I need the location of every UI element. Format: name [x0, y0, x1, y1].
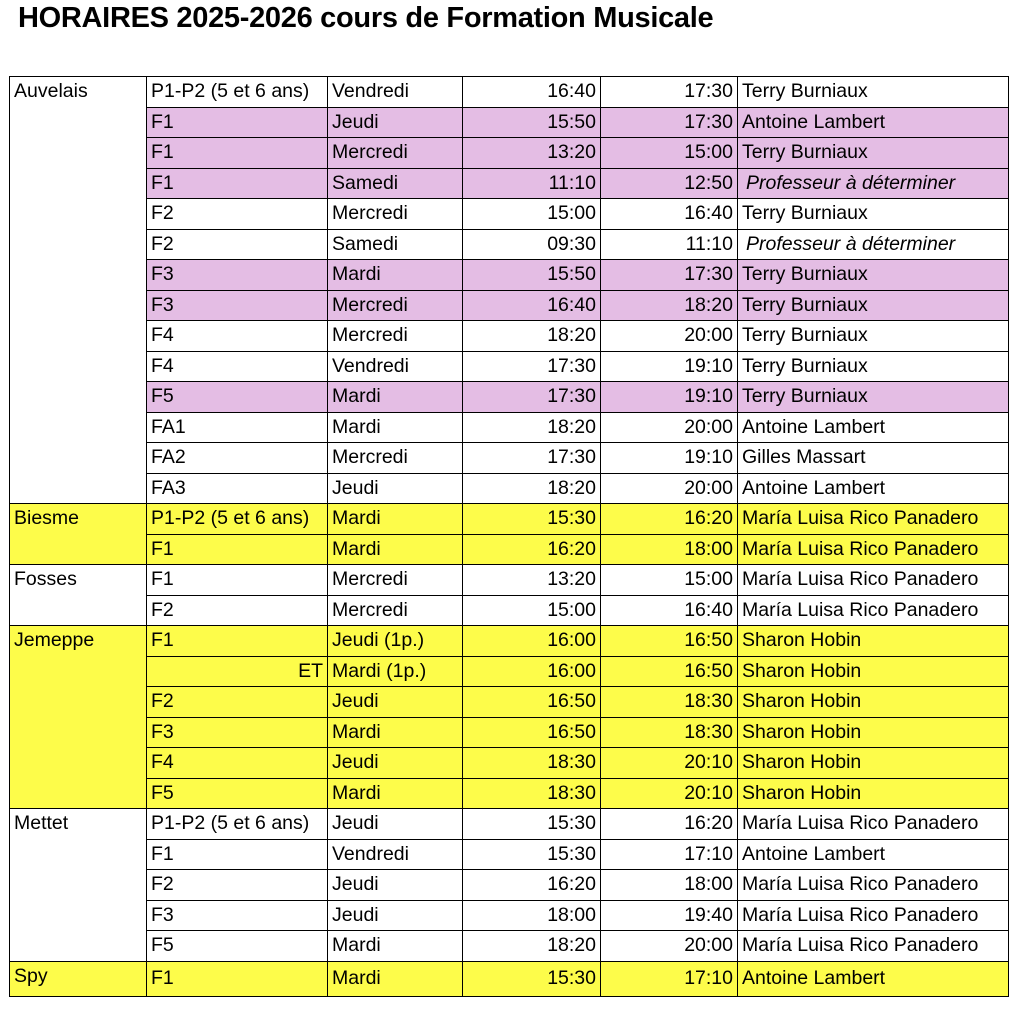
start-time-cell: 16:20	[463, 534, 601, 565]
day-cell: Mercredi	[328, 443, 463, 474]
end-time-cell: 17:10	[601, 961, 738, 997]
start-time-cell: 18:00	[463, 900, 601, 931]
teacher-cell: Antoine Lambert	[738, 961, 1009, 997]
teacher-cell: Terry Burniaux	[738, 290, 1009, 321]
schedule-row	[10, 321, 1009, 352]
day-cell: Vendredi	[328, 77, 463, 108]
location-cell: Jemeppe	[10, 626, 147, 809]
teacher-cell: Terry Burniaux	[738, 77, 1009, 108]
location-cell: Spy	[10, 961, 147, 997]
start-time-cell: 18:20	[463, 473, 601, 504]
teacher-cell: Terry Burniaux	[738, 321, 1009, 352]
teacher-cell: Terry Burniaux	[738, 199, 1009, 230]
start-time-cell: 17:30	[463, 382, 601, 413]
day-cell: Samedi	[328, 168, 463, 199]
schedule-row	[10, 870, 1009, 901]
end-time-cell: 17:10	[601, 839, 738, 870]
start-time-cell: 15:30	[463, 839, 601, 870]
schedule-row	[10, 748, 1009, 779]
end-time-cell: 16:40	[601, 199, 738, 230]
schedule-row	[10, 168, 1009, 199]
schedule-row	[10, 504, 1009, 535]
teacher-cell: Sharon Hobin	[738, 778, 1009, 809]
start-time-cell: 18:20	[463, 412, 601, 443]
day-cell: Mercredi	[328, 595, 463, 626]
level-cell: F5	[147, 382, 328, 413]
level-cell: F2	[147, 229, 328, 260]
teacher-cell: Antoine Lambert	[738, 412, 1009, 443]
start-time-cell: 15:00	[463, 199, 601, 230]
teacher-cell: Sharon Hobin	[738, 656, 1009, 687]
teacher-cell: María Luisa Rico Panadero	[738, 809, 1009, 840]
end-time-cell: 16:50	[601, 656, 738, 687]
teacher-cell: María Luisa Rico Panadero	[738, 931, 1009, 962]
end-time-cell: 19:10	[601, 382, 738, 413]
level-cell: F1	[147, 839, 328, 870]
schedule-row	[10, 900, 1009, 931]
level-cell: F2	[147, 870, 328, 901]
day-cell: Jeudi	[328, 107, 463, 138]
schedule-row	[10, 626, 1009, 657]
end-time-cell: 18:00	[601, 534, 738, 565]
teacher-cell: Antoine Lambert	[738, 473, 1009, 504]
start-time-cell: 15:30	[463, 809, 601, 840]
end-time-cell: 15:00	[601, 565, 738, 596]
end-time-cell: 19:40	[601, 900, 738, 931]
day-cell: Mercredi	[328, 199, 463, 230]
end-time-cell: 16:20	[601, 504, 738, 535]
teacher-cell: Terry Burniaux	[738, 260, 1009, 291]
end-time-cell: 15:00	[601, 138, 738, 169]
start-time-cell: 18:20	[463, 931, 601, 962]
page-title: HORAIRES 2025-2026 cours de Formation Musicale	[18, 2, 714, 34]
day-cell: Mardi (1p.)	[328, 656, 463, 687]
day-cell: Vendredi	[328, 351, 463, 382]
level-cell: F4	[147, 351, 328, 382]
end-time-cell: 17:30	[601, 107, 738, 138]
level-cell: F3	[147, 290, 328, 321]
end-time-cell: 18:30	[601, 717, 738, 748]
level-cell: F5	[147, 931, 328, 962]
start-time-cell: 16:50	[463, 687, 601, 718]
level-cell: F1	[147, 107, 328, 138]
level-cell: F4	[147, 321, 328, 352]
schedule-row	[10, 351, 1009, 382]
start-time-cell: 16:40	[463, 77, 601, 108]
day-cell: Mardi	[328, 504, 463, 535]
start-time-cell: 17:30	[463, 351, 601, 382]
teacher-cell: Sharon Hobin	[738, 626, 1009, 657]
teacher-cell: Antoine Lambert	[738, 107, 1009, 138]
end-time-cell: 12:50	[601, 168, 738, 199]
level-cell: FA2	[147, 443, 328, 474]
start-time-cell: 15:30	[463, 961, 601, 997]
location-cell: Auvelais	[10, 77, 147, 504]
teacher-cell: Professeur à déterminer	[738, 168, 1009, 199]
level-cell: F1	[147, 565, 328, 596]
end-time-cell: 18:00	[601, 870, 738, 901]
schedule-row	[10, 931, 1009, 962]
end-time-cell: 11:10	[601, 229, 738, 260]
schedule-row	[10, 961, 1009, 997]
teacher-cell: Sharon Hobin	[738, 748, 1009, 779]
teacher-cell: Terry Burniaux	[738, 138, 1009, 169]
schedule-body	[10, 77, 1009, 997]
schedule-row	[10, 260, 1009, 291]
day-cell: Mardi	[328, 412, 463, 443]
level-cell: F1	[147, 168, 328, 199]
teacher-cell: María Luisa Rico Panadero	[738, 900, 1009, 931]
level-cell: ET	[147, 656, 328, 687]
start-time-cell: 09:30	[463, 229, 601, 260]
level-cell: F2	[147, 595, 328, 626]
start-time-cell: 15:50	[463, 260, 601, 291]
day-cell: Mardi	[328, 931, 463, 962]
start-time-cell: 16:50	[463, 717, 601, 748]
day-cell: Mardi	[328, 260, 463, 291]
start-time-cell: 15:30	[463, 504, 601, 535]
day-cell: Jeudi	[328, 748, 463, 779]
start-time-cell: 15:00	[463, 595, 601, 626]
start-time-cell: 16:20	[463, 870, 601, 901]
day-cell: Jeudi	[328, 870, 463, 901]
schedule-row	[10, 595, 1009, 626]
teacher-cell: Terry Burniaux	[738, 351, 1009, 382]
end-time-cell: 17:30	[601, 77, 738, 108]
end-time-cell: 19:10	[601, 351, 738, 382]
schedule-row	[10, 534, 1009, 565]
teacher-cell: Gilles Massart	[738, 443, 1009, 474]
day-cell: Mardi	[328, 717, 463, 748]
teacher-cell: Antoine Lambert	[738, 839, 1009, 870]
day-cell: Mercredi	[328, 321, 463, 352]
end-time-cell: 20:00	[601, 473, 738, 504]
start-time-cell: 17:30	[463, 443, 601, 474]
location-cell: Biesme	[10, 504, 147, 565]
schedule-row	[10, 107, 1009, 138]
start-time-cell: 18:30	[463, 748, 601, 779]
start-time-cell: 16:40	[463, 290, 601, 321]
schedule-row	[10, 382, 1009, 413]
teacher-cell: María Luisa Rico Panadero	[738, 534, 1009, 565]
schedule-row	[10, 839, 1009, 870]
schedule-row	[10, 809, 1009, 840]
level-cell: F1	[147, 626, 328, 657]
schedule-row	[10, 717, 1009, 748]
schedule-row	[10, 199, 1009, 230]
day-cell: Mardi	[328, 961, 463, 997]
teacher-cell: María Luisa Rico Panadero	[738, 595, 1009, 626]
end-time-cell: 20:00	[601, 931, 738, 962]
start-time-cell: 13:20	[463, 565, 601, 596]
level-cell: P1-P2 (5 et 6 ans)	[147, 809, 328, 840]
day-cell: Mercredi	[328, 565, 463, 596]
teacher-cell: Terry Burniaux	[738, 382, 1009, 413]
level-cell: P1-P2 (5 et 6 ans)	[147, 77, 328, 108]
schedule-row	[10, 443, 1009, 474]
end-time-cell: 16:40	[601, 595, 738, 626]
start-time-cell: 16:00	[463, 626, 601, 657]
level-cell: F1	[147, 534, 328, 565]
end-time-cell: 20:00	[601, 412, 738, 443]
teacher-cell: Sharon Hobin	[738, 717, 1009, 748]
end-time-cell: 16:50	[601, 626, 738, 657]
location-cell: Fosses	[10, 565, 147, 626]
day-cell: Vendredi	[328, 839, 463, 870]
day-cell: Jeudi	[328, 900, 463, 931]
schedule-row	[10, 778, 1009, 809]
level-cell: FA3	[147, 473, 328, 504]
day-cell: Mercredi	[328, 138, 463, 169]
schedule-row	[10, 687, 1009, 718]
level-cell: P1-P2 (5 et 6 ans)	[147, 504, 328, 535]
start-time-cell: 13:20	[463, 138, 601, 169]
day-cell: Mercredi	[328, 290, 463, 321]
schedule-row	[10, 290, 1009, 321]
schedule-row	[10, 565, 1009, 596]
end-time-cell: 20:00	[601, 321, 738, 352]
level-cell: F3	[147, 717, 328, 748]
day-cell: Mardi	[328, 382, 463, 413]
schedule-row	[10, 229, 1009, 260]
end-time-cell: 20:10	[601, 778, 738, 809]
start-time-cell: 18:20	[463, 321, 601, 352]
start-time-cell: 16:00	[463, 656, 601, 687]
teacher-cell: Professeur à déterminer	[738, 229, 1009, 260]
teacher-cell: María Luisa Rico Panadero	[738, 565, 1009, 596]
end-time-cell: 18:20	[601, 290, 738, 321]
level-cell: F2	[147, 199, 328, 230]
start-time-cell: 18:30	[463, 778, 601, 809]
schedule-row	[10, 77, 1009, 108]
start-time-cell: 11:10	[463, 168, 601, 199]
schedule-row	[10, 138, 1009, 169]
day-cell: Samedi	[328, 229, 463, 260]
day-cell: Jeudi	[328, 687, 463, 718]
level-cell: F4	[147, 748, 328, 779]
end-time-cell: 16:20	[601, 809, 738, 840]
level-cell: F1	[147, 138, 328, 169]
day-cell: Mardi	[328, 534, 463, 565]
day-cell: Jeudi (1p.)	[328, 626, 463, 657]
day-cell: Mardi	[328, 778, 463, 809]
end-time-cell: 19:10	[601, 443, 738, 474]
schedule-row	[10, 412, 1009, 443]
level-cell: FA1	[147, 412, 328, 443]
teacher-cell: María Luisa Rico Panadero	[738, 504, 1009, 535]
end-time-cell: 20:10	[601, 748, 738, 779]
end-time-cell: 18:30	[601, 687, 738, 718]
location-cell: Mettet	[10, 809, 147, 962]
schedule-row	[10, 473, 1009, 504]
start-time-cell: 15:50	[463, 107, 601, 138]
schedule-row	[10, 656, 1009, 687]
level-cell: F3	[147, 260, 328, 291]
level-cell: F1	[147, 961, 328, 997]
end-time-cell: 17:30	[601, 260, 738, 291]
day-cell: Jeudi	[328, 473, 463, 504]
teacher-cell: Sharon Hobin	[738, 687, 1009, 718]
level-cell: F3	[147, 900, 328, 931]
schedule-table	[9, 76, 1009, 997]
teacher-cell: María Luisa Rico Panadero	[738, 870, 1009, 901]
level-cell: F2	[147, 687, 328, 718]
day-cell: Jeudi	[328, 809, 463, 840]
level-cell: F5	[147, 778, 328, 809]
